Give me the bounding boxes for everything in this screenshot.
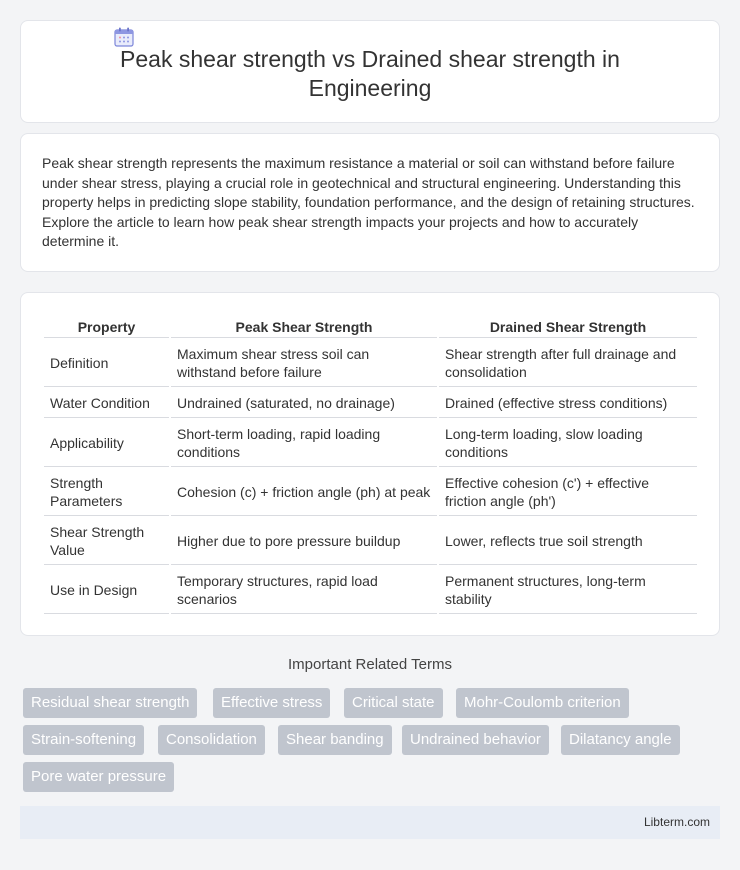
table-cell: Maximum shear stress soil can withstand before failure <box>171 340 437 387</box>
comparison-table <box>42 315 699 616</box>
table-cell: Short-term loading, rapid loading conditions <box>171 420 437 467</box>
table-cell: Lower, reflects true soil strength <box>439 518 697 565</box>
column-header: Drained Shear Strength <box>439 317 697 338</box>
table-row <box>44 518 697 565</box>
column-header: Peak Shear Strength <box>171 317 437 338</box>
footer-site-link[interactable]: Libterm.com <box>643 815 710 829</box>
related-term-tag[interactable]: Critical state <box>344 688 443 718</box>
related-term-tag[interactable]: Shear banding <box>278 725 392 755</box>
related-term-tag[interactable]: Effective stress <box>213 688 330 718</box>
table-cell: Higher due to pore pressure buildup <box>171 518 437 565</box>
table-header-row <box>44 317 697 338</box>
footer <box>20 806 720 839</box>
table-row <box>44 340 697 387</box>
table-cell: Undrained (saturated, no drainage) <box>171 389 437 418</box>
header-card <box>20 20 720 123</box>
table-cell: Long-term loading, slow loading conditions <box>439 420 697 467</box>
intro-card <box>20 133 720 272</box>
table-cell: Water Condition <box>44 389 169 418</box>
table-cell: Permanent structures, long-term stability <box>439 567 697 614</box>
table-row <box>44 567 697 614</box>
related-term-tag[interactable]: Dilatancy angle <box>561 725 680 755</box>
related-term-tag[interactable]: Undrained behavior <box>402 725 549 755</box>
related-term-tag[interactable]: Pore water pressure <box>23 762 174 792</box>
related-term-tag[interactable]: Residual shear strength <box>23 688 197 718</box>
intro-paragraph: Peak shear strength represents the maximum resistance a material or soil can withstand before failure under shear stress, playing a crucial role in geotechnical and structural engineering. Understanding this property helps in predicting slope stability, foundation performance, and the design of retaining structures. Explore the article to learn how peak shear strength impacts your projects and how to accurately determine it. <box>42 155 695 250</box>
table-row <box>44 469 697 516</box>
table-cell: Strength Parameters <box>44 469 169 516</box>
column-header: Property <box>44 317 169 338</box>
related-term-tag[interactable]: Consolidation <box>158 725 265 755</box>
table-row <box>44 420 697 467</box>
table-cell: Drained (effective stress conditions) <box>439 389 697 418</box>
table-cell: Temporary structures, rapid load scenarios <box>171 567 437 614</box>
related-term-tag[interactable]: Strain-softening <box>23 725 144 755</box>
table-cell: Applicability <box>44 420 169 467</box>
table-cell: Effective cohesion (c') + effective friction angle (ph') <box>439 469 697 516</box>
page-title: Peak shear strength vs Drained shear strength in Engineering <box>120 46 620 101</box>
related-term-tag[interactable]: Mohr-Coulomb criterion <box>456 688 629 718</box>
table-cell: Use in Design <box>44 567 169 614</box>
table-cell: Shear Strength Value <box>44 518 169 565</box>
table-cell: Cohesion (c) + friction angle (ph) at peak <box>171 469 437 516</box>
comparison-card <box>20 292 720 636</box>
table-row <box>44 389 697 418</box>
table-cell: Definition <box>44 340 169 387</box>
related-terms-title: Important Related Terms <box>288 656 452 673</box>
table-cell: Shear strength after full drainage and consolidation <box>439 340 697 387</box>
